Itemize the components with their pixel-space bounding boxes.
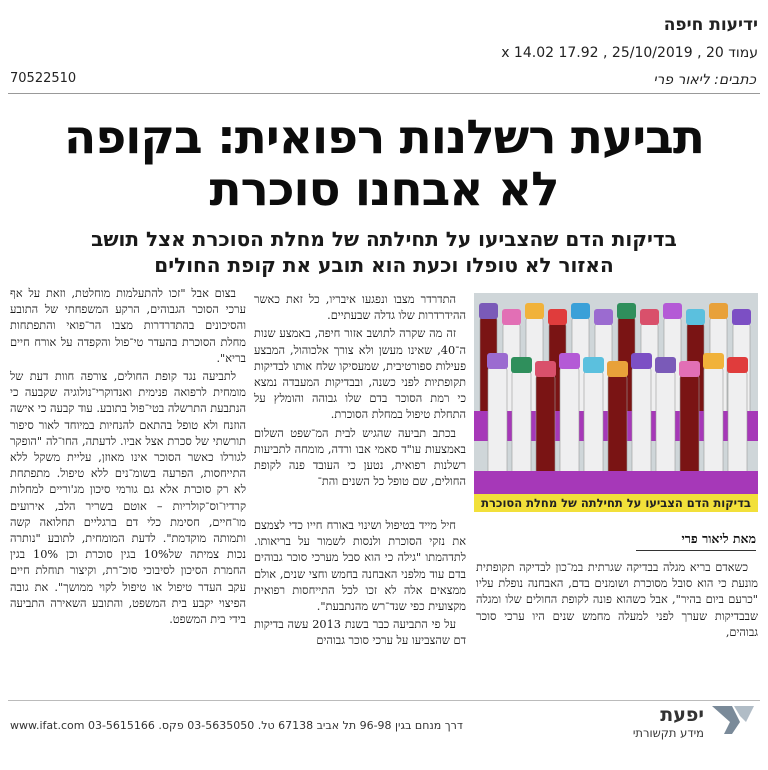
tube-cap xyxy=(535,361,556,377)
tube-cap xyxy=(617,303,636,319)
paragraph: בצום אבל "זכו להתעלמות מוחלטת, וזאת על אף ערכי הסוכר הגבוהים, הרקע המשפחתי של התובע והסיכונים בהתדרדרות מצבו הר־פואי והתפתחות מחלת הסוכרת בהעדר טי־פול והקפדה על אורח חיים בריא". xyxy=(10,287,246,365)
tube-cap xyxy=(559,353,580,369)
tube-cap xyxy=(487,353,508,369)
article-column-middle-continued xyxy=(254,518,466,670)
clip-id: 70522510 xyxy=(10,71,77,86)
ifat-logo-icon xyxy=(710,700,756,736)
tube-cap xyxy=(640,309,659,325)
paragraph: על פי התביעה כבר בשנת 2013 עשה בדיקות דם שהצביעו על ערכי סוכר גבוהים xyxy=(254,618,466,648)
photo-caption: בדיקות הדם הצביעו על תחילתה של מחלת הסוכרת xyxy=(474,494,758,512)
blood-tubes-illustration xyxy=(474,293,758,494)
article-column-left xyxy=(10,286,246,670)
tube-rack-base xyxy=(474,471,758,494)
headline xyxy=(20,112,748,216)
article-photo xyxy=(474,293,758,494)
footer-tagline: מידע תקשורתי xyxy=(632,726,704,740)
tube-body xyxy=(608,375,627,487)
subhead-line-1: בדיקות הדם שהצביעו על תחילתה של מחלת הסוכרת אצל תושב xyxy=(91,227,677,251)
footer-address: דרך מנחם בגין 96-98 תל אביב 67138 טל. 03-5635050 פקס. 03-5615166 www.ifat.com xyxy=(10,719,463,732)
tube-cap xyxy=(679,361,700,377)
tube-cap xyxy=(479,303,498,319)
tube-cap xyxy=(727,357,748,373)
tube-cap xyxy=(686,309,705,325)
tube-cap xyxy=(548,309,567,325)
tube-cap xyxy=(631,353,652,369)
article-column-middle xyxy=(254,292,466,498)
tube-cap xyxy=(511,357,532,373)
tube-body xyxy=(560,367,579,479)
tube-cap xyxy=(703,353,724,369)
header-divider xyxy=(8,93,760,94)
author-credit: כתבים: ליאור פרי xyxy=(653,72,756,88)
tube-body xyxy=(584,371,603,483)
publication-name: ידיעות חיפה xyxy=(663,15,758,35)
byline-underline xyxy=(636,550,756,551)
tube-cap xyxy=(663,303,682,319)
paragraph: זה מה שקרה לתושב אזור חיפה, באמצע שנות ה־40, שאינו מעשן ולא צורך אלכוהול, המבצע פעילות ספורטיבית, שמעסיקו שלח אותו לבדיקות תקופתיות לפני כשנה, ובבדיקות המעבדה נמצא כי רמת הסוכר בדם שלו גבוהה והומלץ על התחלת טיפול במחלת הסוכרת. xyxy=(254,327,466,422)
tube-cap xyxy=(502,309,521,325)
paragraph: התדרדר מצבו ונפגעו איבריו, כל זאת כאשר ההידרדרות שלו גדלה שבעתיים. xyxy=(254,293,466,323)
tube-cap xyxy=(655,357,676,373)
paragraph: בכתב תביעה שהגיש לבית המ־שפט השלום באמצעות עו"ד סאמי אבו ורדה, מומחה לתביעות רשלנות רפואית, נטען כי העובד פנה לקופת החולים, שם טופל כל השנים והת־ xyxy=(254,426,466,489)
tube-cap xyxy=(583,357,604,373)
tube-body xyxy=(704,367,723,479)
paragraph: חיל מייד בטיפול ושינוי באורח חייו כדי לצמצם את נזקי הסוכרת ולנסות לשמור על בריאותו. לתדהמתו "גילה כי הוא סבל מערכי סוכר גבוהים בדם עוד מלפני האבחנה בחמש וחצי שנים, אולם ממצאים אלה לא זכו לכל התייחסות רפואית מקצועית כפי שנד־רש מהנתבעת". xyxy=(254,519,466,614)
subhead-line-2: האזור לא טופלו וכעת הוא תובע את קופת החולים xyxy=(154,253,614,277)
tube-body xyxy=(632,367,651,479)
footer-divider xyxy=(8,700,760,701)
headline-line-2: לא אבחנו סוכרת xyxy=(209,162,559,217)
tube-cap xyxy=(607,361,628,377)
paragraph: לתביעה נגד קופת החולים, צורפה חוות דעת של מומחית לרפואה פנימית ואנדוקרי־נולוגיה שקבעה כי הנתבעת התרשלה בטי־פול בתובע. עוד קבעה כי אישה הוזנח ולא טופל בהתאם להנחיות במיוחד לאור סיפור תורשתי של סכרת אצל אביו. לדעתה, החו־לה "הופקר לגורלו כאשר הסוכר אינו מאוזן, עליית משקל ללא התייחסות, הפרעה בשומ־נים ללא טיפול. מתפתחת לא רק סוכרת אלא גם גורמי סיכון מג'וריים למחלות קרדיו־וס־קולריות – אוטם בשריר הלב, אירועים מו־חיים, חסימת כלי דם ברגליים תחלואה קשה ותמותה מוקדמת". לדעת המומחית, לתובע "נותרה נכות צמיתה של10% בגין סוכרת וכן 10% בגין החמרת הסיכון לסיבוכי סוכ־רת, וקיצור תוחלת חיים עקב העדר טיפול או טיפול לקוי ממושך". את גובה הפיצוי יקבע בית המשפט, והתובע השאירה התביעה בידי בית המשפט. xyxy=(10,370,246,627)
tube-cap xyxy=(709,303,728,319)
paragraph: כשאדם בריא מגלה בבדיקה שגרתית במ־כון לבדיקה תקופתית מונעת כי הוא סובל מסוכרת ושומנים בדם, האבחנה נופלת עליו "כרעם ביום בהיר", אבל כשהוא פונה לקופת החולים שלו ומגלה שבבדיקות שערך לפני למעלה מחמש שנים היו ערכי סוכר גבוהים, xyxy=(476,561,758,639)
tube-body xyxy=(656,371,675,483)
tubes-front-row xyxy=(487,353,748,487)
tube-cap xyxy=(732,309,751,325)
tube-body xyxy=(488,367,507,479)
tube-cap xyxy=(571,303,590,319)
tube-cap xyxy=(594,309,613,325)
page-date-size: עמוד 20 , 25/10/2019 , 17.92 x 14.02 xyxy=(501,45,758,61)
tube-cap xyxy=(525,303,544,319)
footer-logo-text: יפעת xyxy=(660,704,704,726)
article-column-right xyxy=(476,560,758,672)
tube-body xyxy=(536,375,555,487)
subheadline xyxy=(60,226,708,278)
headline-line-1: תביעת רשלנות רפואית: בקופה xyxy=(64,110,704,165)
byline: מאת ליאור פרי xyxy=(681,531,756,546)
tube-body xyxy=(680,375,699,487)
tube-body xyxy=(728,371,747,483)
tube-body xyxy=(512,371,531,483)
